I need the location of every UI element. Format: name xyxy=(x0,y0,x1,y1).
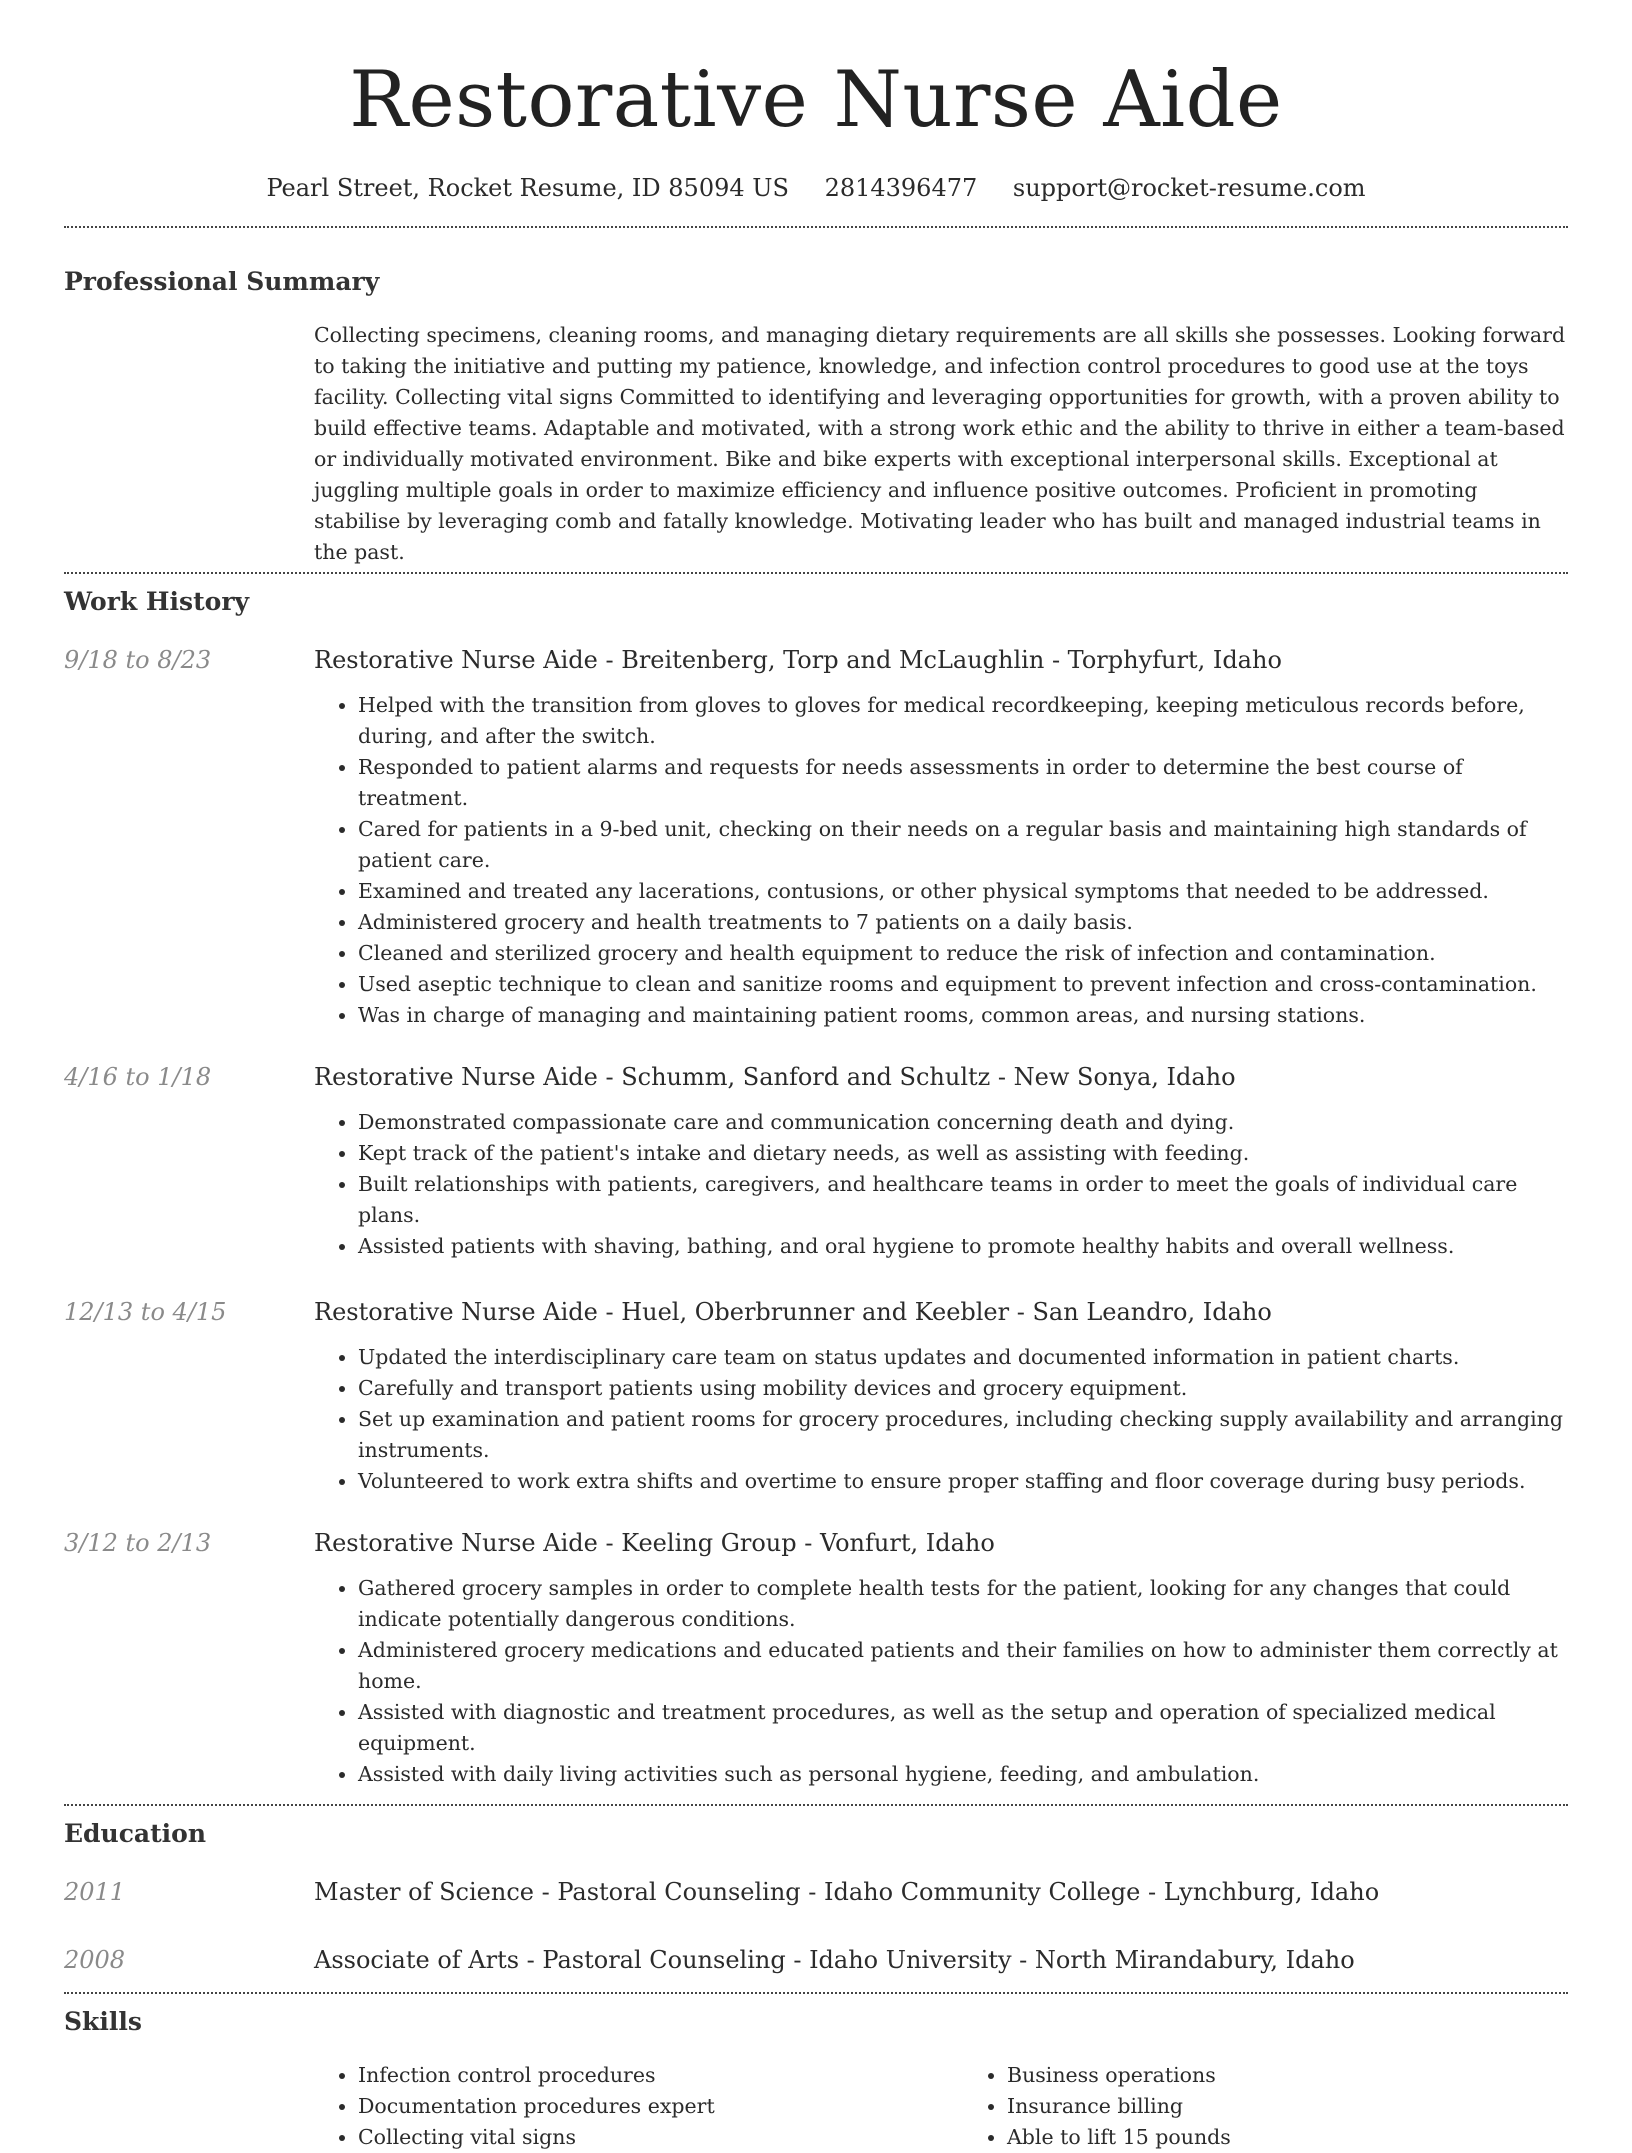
skills-column-right xyxy=(963,2060,1568,2153)
job-bullets xyxy=(314,1573,1568,1790)
job-entry xyxy=(64,1527,1568,1790)
job-title: Restorative Nurse Aide - Breitenberg, Torp and McLaughlin - Torphyfurt, Idaho xyxy=(314,646,1282,674)
divider xyxy=(64,572,1568,574)
job-dates: 3/12 to 2/13 xyxy=(64,1529,212,1557)
education-entry xyxy=(64,1876,1568,1908)
education-degree: Associate of Arts - Pastoral Counseling - Idaho University - North Mirandabury, Idaho xyxy=(314,1946,1355,1974)
phone: 2814396477 xyxy=(824,174,978,202)
address: Pearl Street, Rocket Resume, ID 85094 US xyxy=(266,174,789,202)
job-title: Restorative Nurse Aide - Keeling Group - Vonfurt, Idaho xyxy=(314,1529,995,1557)
list-item: • Administered grocery medications and educated patients and their families on how to administer them correctly at home. xyxy=(358,1635,1568,1697)
list-item: • Helped with the transition from gloves to gloves for medical recordkeeping, keeping meticulous records before, during, and after the switch. xyxy=(358,690,1568,752)
email: support@rocket-resume.com xyxy=(1012,174,1366,202)
list-item: • Kept track of the patient's intake and dietary needs, as well as assisting with feeding. xyxy=(358,1138,1568,1169)
list-item: • Assisted with diagnostic and treatment procedures, as well as the setup and operation of specialized medical equipment. xyxy=(358,1697,1568,1759)
education-section xyxy=(64,1818,1568,1976)
job-dates: 12/13 to 4/15 xyxy=(64,1298,227,1326)
job-bullets xyxy=(314,1342,1568,1497)
list-item: • Assisted patients with shaving, bathing, and oral hygiene to promote healthy habits and overall wellness. xyxy=(358,1231,1568,1262)
skill-item: • Able to lift 15 pounds xyxy=(1007,2122,1568,2153)
job-title: Restorative Nurse Aide - Huel, Oberbrunner and Keebler - San Leandro, Idaho xyxy=(314,1298,1272,1326)
skill-item: • Documentation procedures expert xyxy=(358,2091,919,2122)
list-item: • Volunteered to work extra shifts and overtime to ensure proper staffing and floor coverage during busy periods. xyxy=(358,1466,1568,1497)
job-bullets xyxy=(314,1107,1568,1262)
contact-line xyxy=(64,172,1568,204)
education-degree: Master of Science - Pastoral Counseling - Idaho Community College - Lynchburg, Idaho xyxy=(314,1878,1380,1906)
job-entry xyxy=(64,1296,1568,1497)
skill-item: • Insurance billing xyxy=(1007,2091,1568,2122)
job-entry xyxy=(64,644,1568,1031)
list-item: • Cleaned and sterilized grocery and health equipment to reduce the risk of infection and contamination. xyxy=(358,938,1568,969)
list-item: • Gathered grocery samples in order to complete health tests for the patient, looking for any changes that could indicate potentially dangerous conditions. xyxy=(358,1573,1568,1635)
resume-page xyxy=(64,0,1568,2153)
job-entry xyxy=(64,1061,1568,1262)
summary-text: Collecting specimens, cleaning rooms, and managing dietary requirements are all skills she possesses. Looking forward to taking the initiative and putting my patience, knowledge, and infection control procedures to good use at the toys facility. Collecting vital signs Committed to identifying and leveraging opportunities for growth, with a proven ability to build effective teams. Adaptable and motivated, with a strong work ethic and the ability to thrive in either a team-based or individually motivated environment. Bike and bike experts with exceptional interpersonal skills. Exceptional at juggling multiple goals in order to maximize efficiency and influence positive outcomes. Proficient in promoting stabilise by leveraging comb and fatally knowledge. Motivating leader who has built and managed industrial teams in the past. xyxy=(314,323,1566,564)
list-item: • Assisted with daily living activities such as personal hygiene, feeding, and ambulation. xyxy=(358,1759,1568,1790)
work-history-section xyxy=(64,586,1568,1790)
section-title-work: Work History xyxy=(64,587,250,616)
section-title-summary: Professional Summary xyxy=(64,267,380,296)
list-item: • Updated the interdisciplinary care team on status updates and documented information in patient charts. xyxy=(358,1342,1568,1373)
divider xyxy=(64,1804,1568,1806)
skill-item: • Business operations xyxy=(1007,2060,1568,2091)
skill-item: • Collecting vital signs xyxy=(358,2122,919,2153)
summary-section xyxy=(64,266,1568,568)
section-title-skills: Skills xyxy=(64,2007,142,2036)
list-item: • Built relationships with patients, caregivers, and healthcare teams in order to meet the goals of individual care plans. xyxy=(358,1169,1568,1231)
resume-name: Restorative Nurse Aide xyxy=(349,55,1283,145)
education-year: 2008 xyxy=(64,1946,126,1974)
list-item: • Carefully and transport patients using mobility devices and grocery equipment. xyxy=(358,1373,1568,1404)
job-title: Restorative Nurse Aide - Schumm, Sanford and Schultz - New Sonya, Idaho xyxy=(314,1063,1236,1091)
divider xyxy=(64,226,1568,228)
list-item: • Was in charge of managing and maintaining patient rooms, common areas, and nursing stations. xyxy=(358,1000,1568,1031)
education-entry xyxy=(64,1944,1568,1976)
list-item: • Cared for patients in a 9-bed unit, checking on their needs on a regular basis and maintaining high standards of patient care. xyxy=(358,814,1568,876)
divider xyxy=(64,1992,1568,1994)
list-item: • Responded to patient alarms and requests for needs assessments in order to determine the best course of treatment. xyxy=(358,752,1568,814)
list-item: • Used aseptic technique to clean and sanitize rooms and equipment to prevent infection and cross-contamination. xyxy=(358,969,1568,1000)
skills-list xyxy=(314,2060,1568,2153)
list-item: • Demonstrated compassionate care and communication concerning death and dying. xyxy=(358,1107,1568,1138)
skills-column-left xyxy=(314,2060,919,2153)
skills-section xyxy=(64,2006,1568,2153)
job-dates: 9/18 to 8/23 xyxy=(64,646,212,674)
list-item: • Set up examination and patient rooms for grocery procedures, including checking supply availability and arranging instruments. xyxy=(358,1404,1568,1466)
list-item: • Examined and treated any lacerations, contusions, or other physical symptoms that needed to be addressed. xyxy=(358,876,1568,907)
list-item: • Administered grocery and health treatments to 7 patients on a daily basis. xyxy=(358,907,1568,938)
section-title-education: Education xyxy=(64,1819,207,1848)
skill-item: • Infection control procedures xyxy=(358,2060,919,2091)
education-year: 2011 xyxy=(64,1878,126,1906)
job-dates: 4/16 to 1/18 xyxy=(64,1063,212,1091)
job-bullets xyxy=(314,690,1568,1031)
